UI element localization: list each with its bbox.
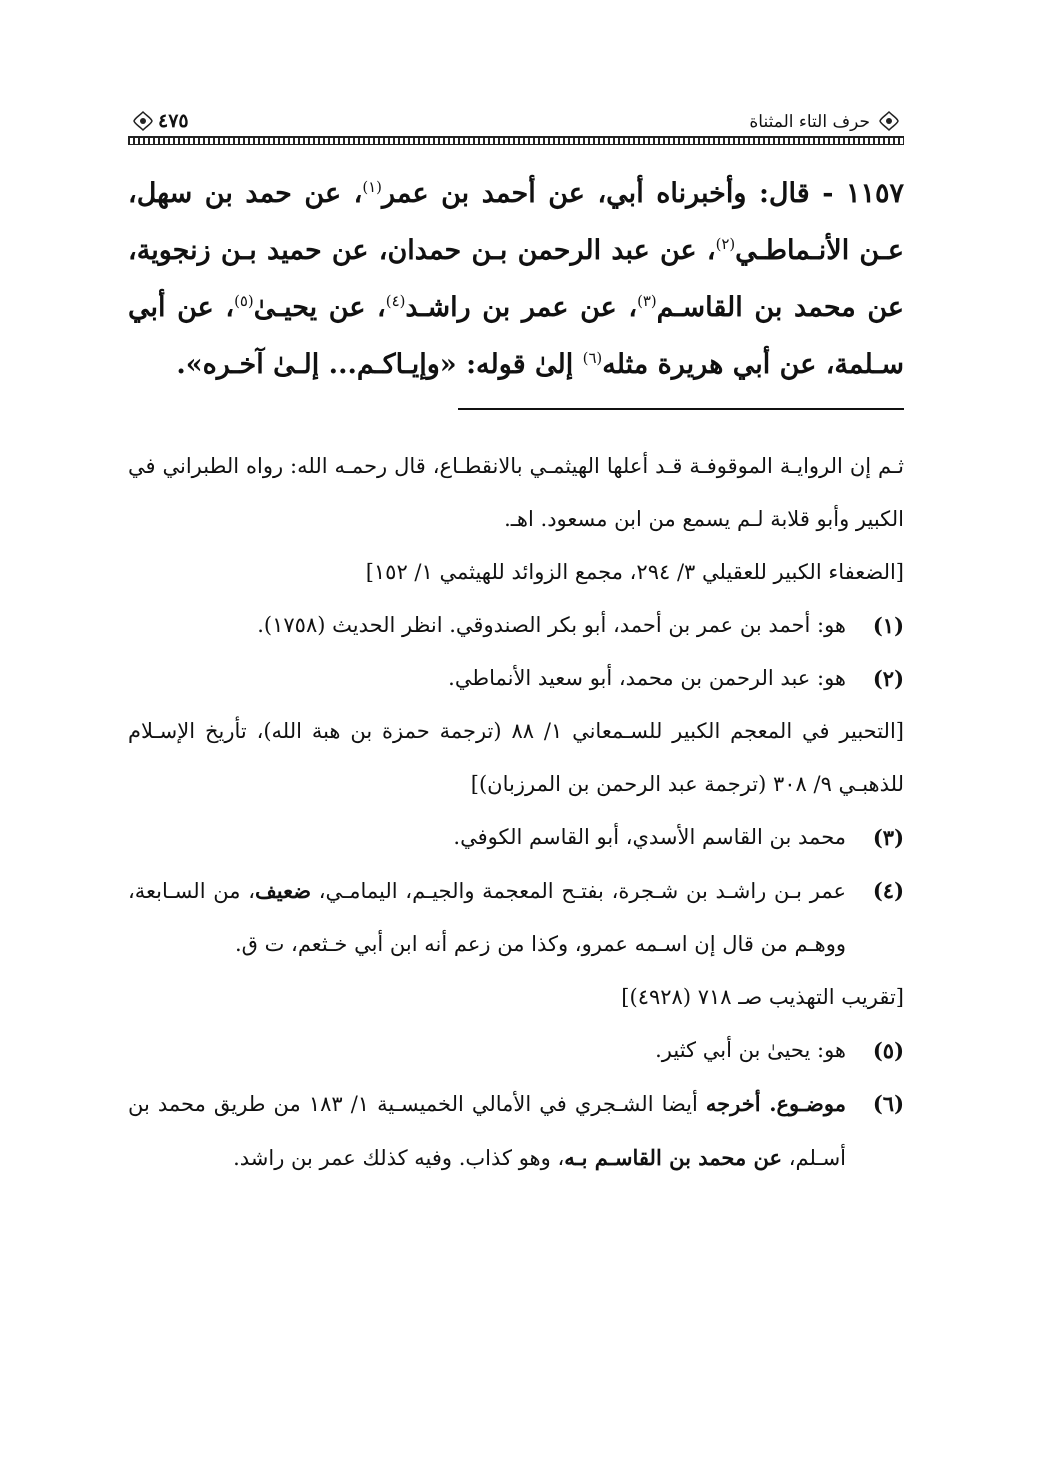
footnote-text: هو: عبد الرحمن بن محمد، أبو سعيد الأنماطي. <box>448 666 846 690</box>
text-segment: ، عن عبد الرحمن بـن حمدان، عن حميد بـن زنجوية، عن محمد بن القاسـم <box>128 235 904 323</box>
text-segment: أيضا الشـجري في الأمالي الخميسـية ١/ ١٨٣ من طريق محمد بن أسـلم، <box>128 1092 846 1170</box>
ornament-icon <box>878 110 900 132</box>
footnote-text <box>128 1077 846 1185</box>
note-intro-reference: [الضعفاء الكبير للعقيلي ٣/ ٢٩٤، مجمع الزوائد للهيثمي ١/ ١٥٢] <box>365 560 904 584</box>
grade-label: ضعيف <box>255 878 312 903</box>
footnote-ref[interactable]: (٥) <box>234 292 254 310</box>
footnote-4 <box>128 864 904 971</box>
footnote-ref[interactable]: (٦) <box>582 349 603 367</box>
text-segment: ، عن يحيـىٰ <box>253 292 386 323</box>
footnote-marker: (٦) <box>872 1091 904 1116</box>
text-segment: إلىٰ قوله: «وإيـاكـم... إلـىٰ آخـره». <box>176 349 583 380</box>
text-segment: ، وهو كذاب. وفيه كذلك عمر بن راشد. <box>233 1146 565 1170</box>
grade-label: موضـوع. أخرجه <box>705 1091 846 1116</box>
footnote-1 <box>128 599 904 652</box>
header-rule <box>128 136 904 145</box>
text-segment: ١١٥٧ - قال: وأخبرناه أبي، عن أحمد بن عمر <box>381 178 905 209</box>
hadith-paragraph <box>128 165 904 393</box>
footnote-2-reference: [التحبير في المعجم الكبير للسـمعاني ١/ ٨٨ (ترجمة حمزة بن هبة الله)، تأريخ الإسـلام للذهبـي ٩/ ٣٠٨ (ترجمة عبد الرحمن بن المرزبان)] <box>128 719 904 796</box>
footnote-marker: (١) <box>872 613 904 638</box>
note-intro: ثـم إن الروايـة الموقوفـة قـد أعلها الهيثمـي بالانقطـاع، قال رحمـه الله: رواه الطبراني في الكبير وأبو قلابة لـم يسمع من ابن مسعود. اهـ. <box>128 454 904 531</box>
footnote-separator <box>458 408 904 410</box>
text-segment: ، عن عمر بن راشـد <box>405 292 638 323</box>
footnote-ref[interactable]: (١) <box>362 178 382 196</box>
text-segment: عمر بـن راشـد بن شـجرة، بفتـح المعجمة والجيـم، اليمامـي، <box>311 879 846 903</box>
footnote-5 <box>128 1024 904 1077</box>
page-number: ٤٧٥ <box>158 110 189 132</box>
text-segment: ، عن أبي سـلمة، عن أبي هريرة مثله <box>128 292 904 380</box>
footnote-ref[interactable]: (٣) <box>637 292 657 310</box>
footnote-ref[interactable]: (٤) <box>385 292 406 310</box>
footnote-marker: (٢) <box>872 666 904 691</box>
footnote-ref[interactable]: (٢) <box>715 235 736 253</box>
footnote-marker: (٣) <box>872 825 904 850</box>
footnote-3 <box>128 811 904 864</box>
footnote-marker: (٥) <box>872 1038 904 1063</box>
hadith-text <box>128 165 904 393</box>
footnote-text: هو: يحيىٰ بن أبي كثير. <box>655 1038 846 1062</box>
footnote-text: هو: أحمد بن عمر بن أحمد، أبو بكر الصندوقي. انظر الحديث (١٧٥٨). <box>257 613 846 637</box>
footnote-text: محمد بن القاسم الأسدي، أبو القاسم الكوفي. <box>453 825 846 849</box>
footnote-text <box>128 864 846 971</box>
chapter-title: حرف التاء المثناة <box>749 112 870 132</box>
footnote-marker: (٤) <box>872 878 904 903</box>
running-header <box>128 104 904 144</box>
text-segment: ، من السـابعة، ووهـم من قال إن اسـمه عمرو، وكذا من زعم أنه ابن أبي خـثعم، ت ق. <box>128 879 846 956</box>
text-segment: ، عن حمد بن سهل، عـن الأنـماطـي <box>128 178 904 266</box>
footnote-6 <box>128 1077 904 1185</box>
chain-emphasis: عن محمد بن القاسـم بـه <box>564 1145 783 1170</box>
ornament-icon <box>132 110 154 132</box>
footnote-2 <box>128 652 904 705</box>
footnotes <box>128 440 904 1185</box>
footnote-4-reference: [تقريب التهذيب صـ ٧١٨ (٤٩٢٨)] <box>621 985 904 1009</box>
